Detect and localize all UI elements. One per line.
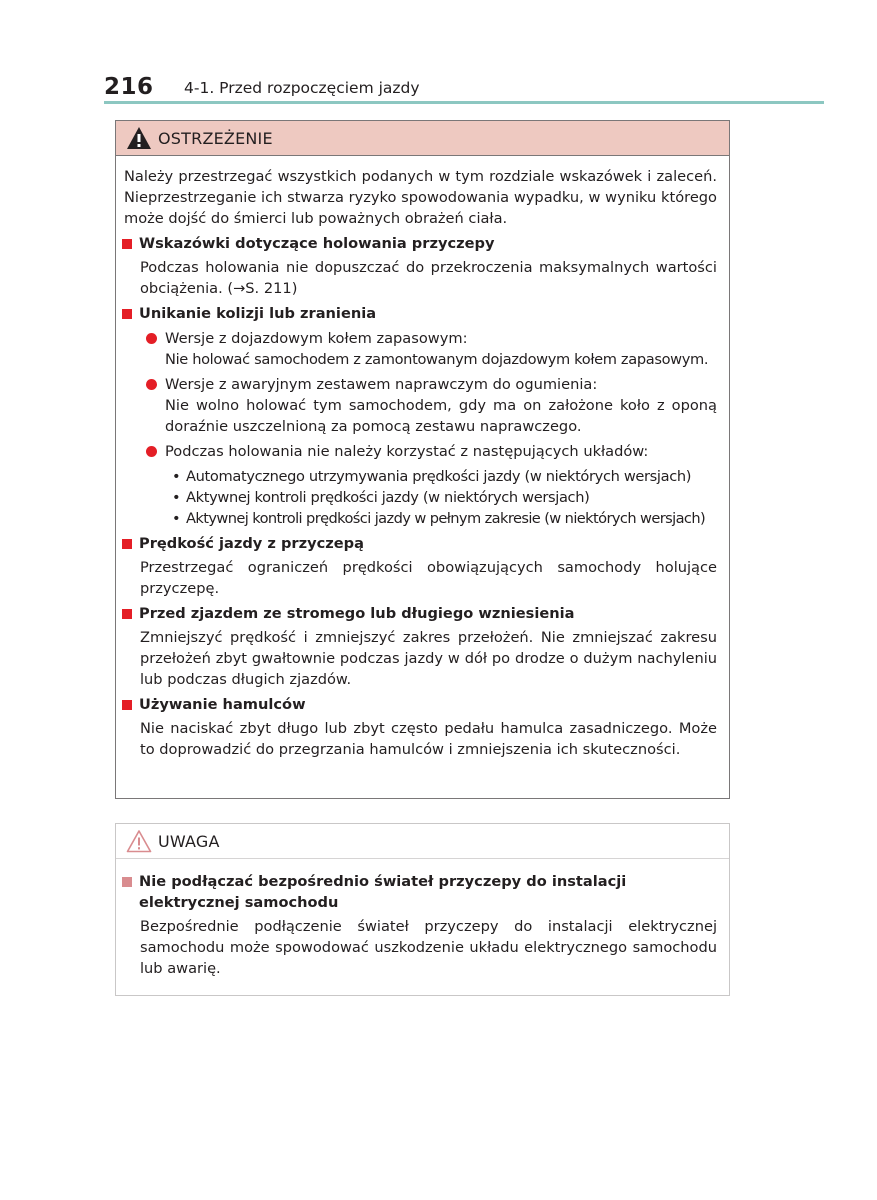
section-heading [124,603,717,624]
pink-square-marker-icon [122,877,132,887]
list-item-text: Nie wolno holować tym samochodem, gdy ma on założone koło z oponą doraźnie uszczelnioną za pomocą zestawu naprawczego. [165,397,717,435]
red-square-marker-icon [122,700,132,710]
red-dot-marker-icon [146,446,157,457]
section-heading-text: Prędkość jazdy z przyczepą [139,535,364,552]
bullet-text: Aktywnej kontroli prędkości jazdy w pełnym zakresie (w niektórych wersjach) [186,510,706,527]
list-item-lead: Wersje z awaryjnym zestawem naprawczym do ogumienia: [165,376,598,393]
warning-header [116,121,729,156]
list-item-lead: Podczas holowania nie należy korzystać z następujących układów: [165,443,649,460]
notice-title: UWAGA [158,831,220,851]
section-text: Zmniejszyć prędkość i zmniejszyć zakres przełożeń. Nie zmniejszać zakresu przełożeń zbyt gwałtownie podczas jazdy w dół po drodze o dużym nachyleniu lub podczas długich zjazdów. [140,629,717,688]
section-text: Przestrzegać ograniczeń prędkości obowiązujących samochody holujące przyczepę. [140,559,717,597]
section-heading [124,533,717,554]
bullet-item [172,466,717,487]
bullet-item [172,487,717,508]
warning-body [116,156,729,760]
section-heading-text: Wskazówki dotyczące holowania przyczepy [139,235,495,252]
section-heading [124,303,717,324]
red-square-marker-icon [122,539,132,549]
section-heading [124,233,717,254]
red-dot-marker-icon [146,379,157,390]
notice-body [116,859,729,979]
red-square-marker-icon [122,239,132,249]
header-rule [104,101,824,104]
list-item [140,441,717,462]
red-dot-marker-icon [146,333,157,344]
list-item-lead: Wersje z dojazdowym kołem zapasowym: [165,330,468,347]
warning-box [115,120,730,799]
section-text: Podczas holowania nie dopuszczać do przekroczenia maksymalnych wartości obciążenia. (→S. 211) [140,259,717,297]
red-square-marker-icon [122,609,132,619]
bullet-icon: • [172,468,181,485]
page-header [104,74,824,106]
notice-heading-text: Nie podłączać bezpośrednio świateł przyczepy do instalacji elektrycznej samochodu [139,873,627,911]
page-number: 216 [104,74,154,100]
caution-triangle-outline-icon [126,829,152,853]
section-heading-text: Używanie hamulców [139,696,306,713]
list-item [140,374,717,437]
section-text: Nie naciskać zbyt długo lub zbyt często pedału hamulca zasadniczego. Może to doprowadzić do przegrzania hamulców i zmniejszenia ich skuteczności. [140,720,717,758]
bullet-text: Aktywnej kontroli prędkości jazdy (w niektórych wersjach) [186,489,590,506]
bullet-icon: • [172,510,181,527]
section-title: 4-1. Przed rozpoczęciem jazdy [184,79,420,97]
notice-heading [124,871,717,913]
list-item-text: Nie holować samochodem z zamontowanym dojazdowym kołem zapasowym. [165,351,709,368]
red-square-marker-icon [122,309,132,319]
section-heading-text: Przed zjazdem ze stromego lub długiego wzniesienia [139,605,575,622]
warning-intro: Należy przestrzegać wszystkich podanych w tym rozdziale wskazówek i zaleceń. Nieprzestrzeganie ich stwarza ryzyko spowodowania wypadku, w wyniku którego może dojść do śmierci lub poważnych obrażeń ciała. [124,168,717,227]
bullet-item [172,508,717,529]
notice-box [115,823,730,996]
section-heading [124,694,717,715]
notice-text: Bezpośrednie podłączenie świateł przyczepy do instalacji elektrycznej samochodu może spowodować uszkodzenie układu elektrycznego samochodu lub awarię. [140,918,717,977]
notice-header [116,824,729,859]
section-heading-text: Unikanie kolizji lub zranienia [139,305,377,322]
list-item [140,328,717,370]
warning-triangle-icon [126,126,152,150]
bullet-text: Automatycznego utrzymywania prędkości jazdy (w niektórych wersjach) [186,468,692,485]
warning-title: OSTRZEŻENIE [158,128,273,148]
bullet-icon: • [172,489,181,506]
